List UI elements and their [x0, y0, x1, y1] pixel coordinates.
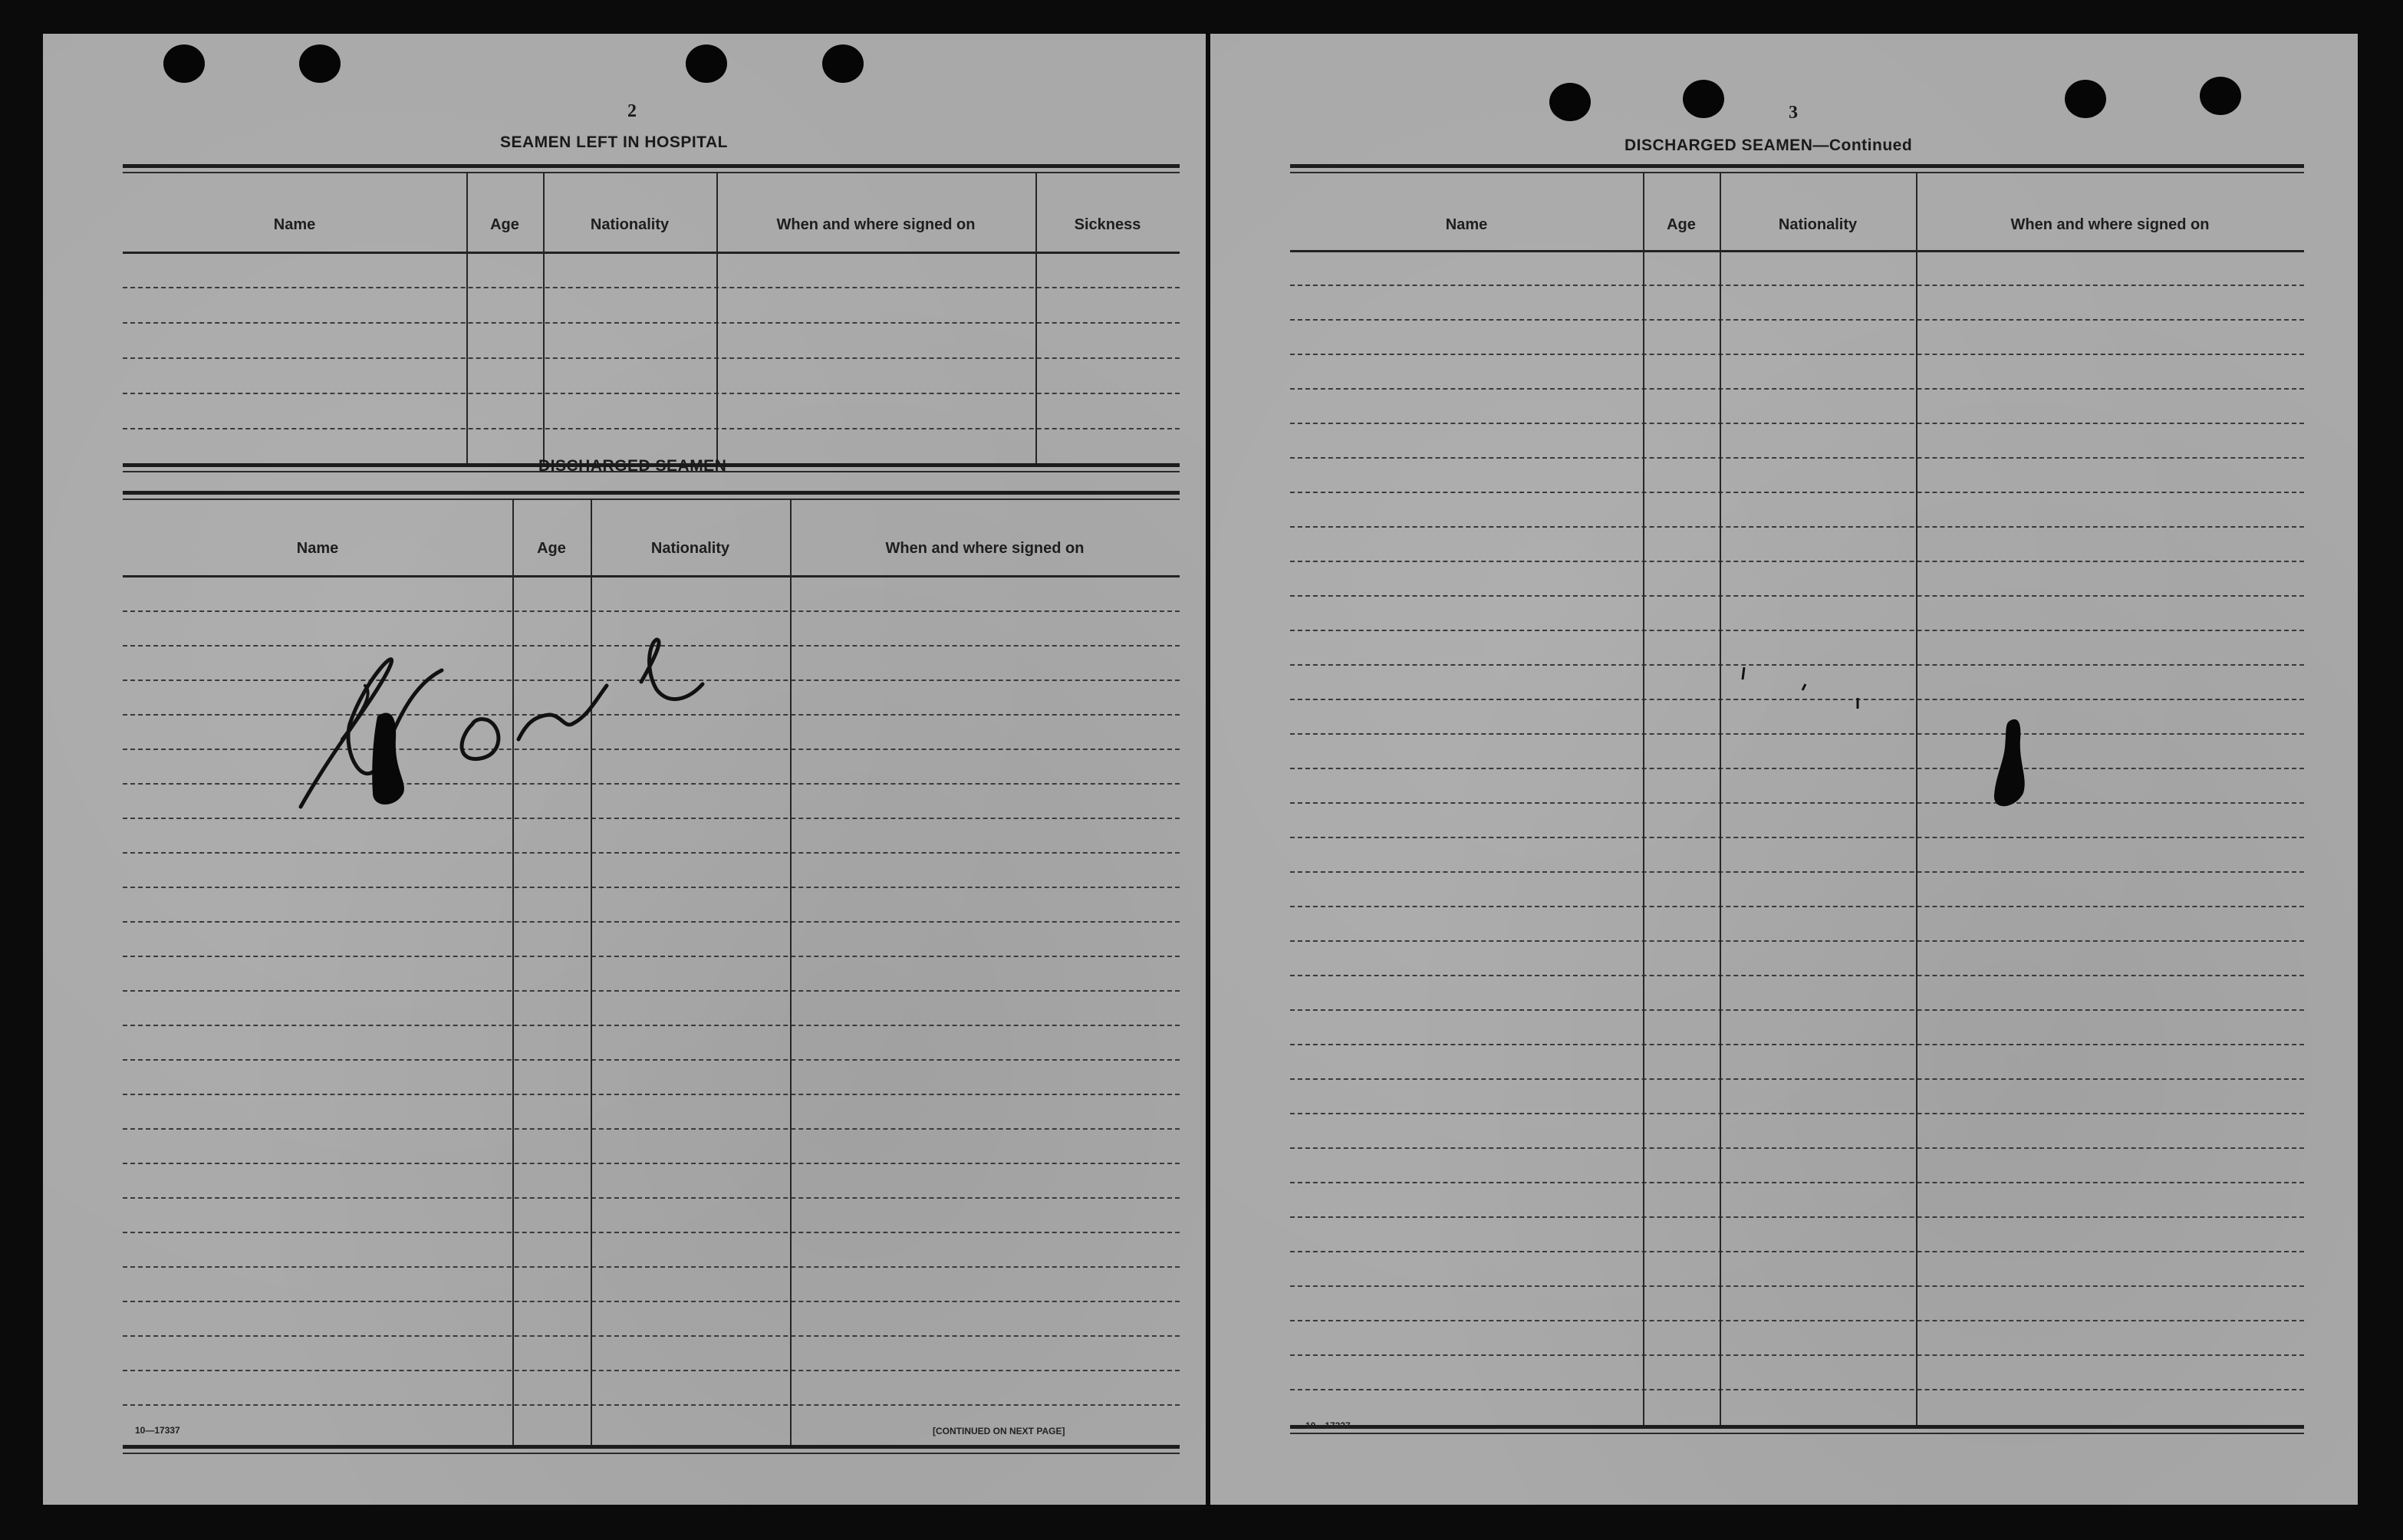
column-header-name: Name — [273, 216, 316, 233]
column-header-nationality: Nationality — [590, 216, 670, 233]
punch-hole — [1683, 80, 1724, 118]
section-title-discharged-continued: DISCHARGED SEAMEN—Continued — [1624, 137, 1913, 154]
page-number: 3 — [1789, 103, 1798, 123]
continued-note: [CONTINUED ON NEXT PAGE] — [933, 1426, 1065, 1436]
column-header-nationality: Nationality — [650, 540, 730, 557]
punch-hole — [299, 44, 341, 83]
column-header-sickness: Sickness — [1074, 216, 1141, 233]
right-page — [1210, 34, 2358, 1505]
column-header-when-where: When and where signed on — [2010, 216, 2210, 233]
punch-hole — [686, 44, 727, 83]
section-title-hospital: SEAMEN LEFT IN HOSPITAL — [500, 133, 728, 151]
column-header-age: Age — [1667, 216, 1696, 233]
punch-hole — [2200, 77, 2241, 115]
page-number: 2 — [627, 101, 637, 121]
section-title-discharged: DISCHARGED SEAMEN — [538, 457, 727, 475]
column-header-when-where: When and where signed on — [885, 540, 1085, 557]
discharged-table — [123, 491, 1180, 1459]
punch-hole — [2065, 80, 2106, 118]
left-page — [43, 34, 1206, 1505]
form-number: 10—17337 — [135, 1425, 180, 1436]
punch-hole — [163, 44, 205, 83]
punch-hole — [822, 44, 864, 83]
column-header-age: Age — [490, 216, 519, 233]
column-header-nationality: Nationality — [1778, 216, 1858, 233]
column-header-name: Name — [296, 540, 339, 557]
column-header-name: Name — [1445, 216, 1488, 233]
column-header-when-where: When and where signed on — [776, 216, 976, 233]
hospital-table — [123, 164, 1180, 472]
form-number: 10—17337 — [1305, 1420, 1351, 1431]
punch-hole — [1549, 83, 1591, 121]
discharged-continued-table — [1290, 164, 2304, 1437]
column-header-age: Age — [537, 540, 566, 557]
